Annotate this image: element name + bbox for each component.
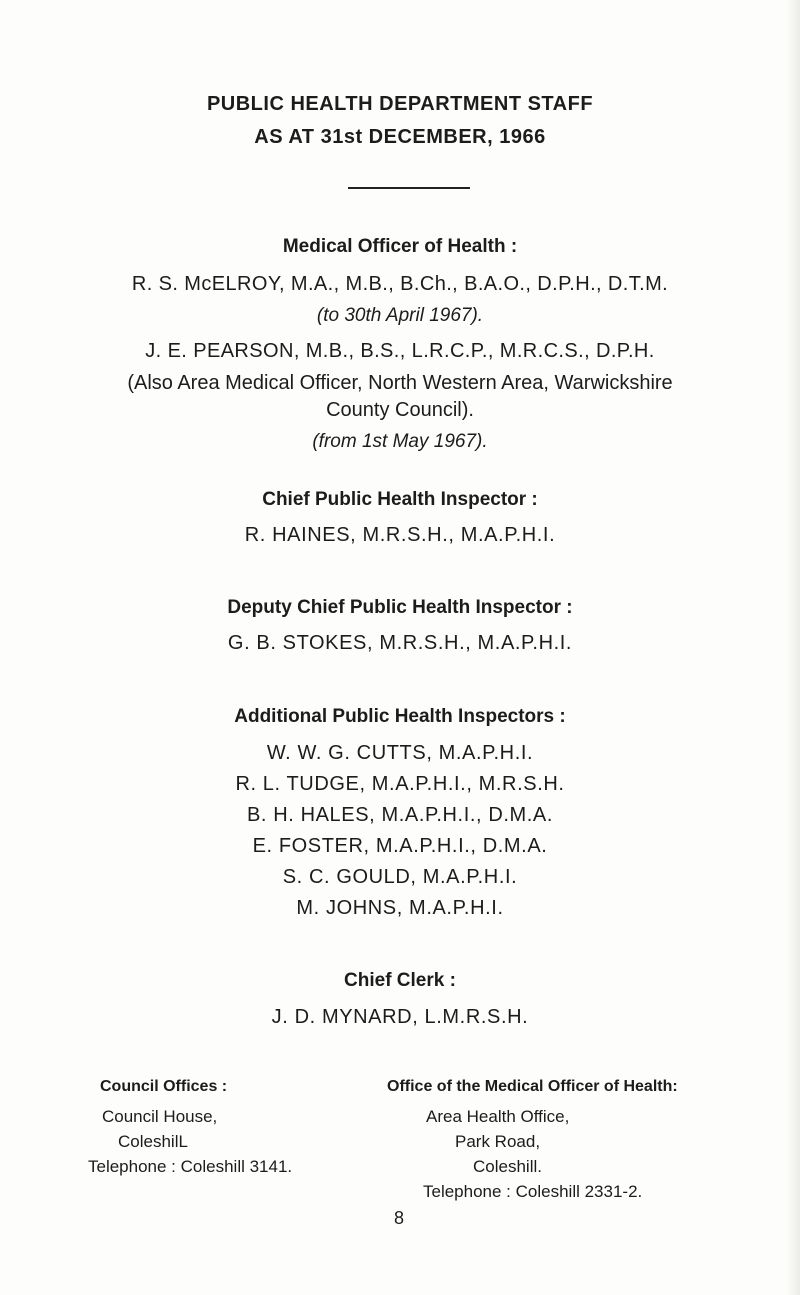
additional-inspector: M. JOHNS, M.A.P.H.I. [296, 897, 504, 919]
additional-inspector: R. L. TUDGE, M.A.P.H.I., M.R.S.H. [235, 773, 565, 795]
medical-office-line: Park Road, [455, 1132, 541, 1151]
medical-office-line: Area Health Office, [426, 1107, 570, 1126]
council-offices-line: ColeshilL [118, 1132, 188, 1151]
chief-clerk-heading: Chief Clerk : [344, 970, 456, 991]
additional-inspector: B. H. HALES, M.A.P.H.I., D.M.A. [246, 804, 554, 826]
deputy-inspector-heading: Deputy Chief Public Health Inspector : [227, 597, 573, 618]
medical-officer-2-date: (from 1st May 1967). [312, 431, 488, 452]
medical-officer-2-note-2: County Council). [326, 399, 474, 421]
deputy-inspector-name: G. B. STOKES, M.R.S.H., M.A.P.H.I. [227, 632, 573, 654]
medical-officer-2-note-1: (Also Area Medical Officer, North Western Area, Warwickshire [127, 372, 673, 394]
medical-officer-2: J. E. PEARSON, M.B., B.S., L.R.C.P., M.R.C.S., D.P.H. [145, 340, 655, 362]
medical-officer-1-note: (to 30th April 1967). [316, 305, 484, 326]
additional-inspector: E. FOSTER, M.A.P.H.I., D.M.A. [252, 835, 548, 857]
medical-office-line: Coleshill. [473, 1157, 542, 1176]
council-offices-heading: Council Offices : [100, 1078, 228, 1095]
divider-rule [348, 187, 470, 189]
additional-inspector: S. C. GOULD, M.A.P.H.I. [282, 866, 518, 888]
council-offices-line: Council House, [102, 1107, 218, 1126]
title-line-1: PUBLIC HEALTH DEPARTMENT STAFF [206, 93, 594, 115]
chief-inspector-name: R. HAINES, M.R.S.H., M.A.P.H.I. [244, 524, 556, 546]
page-number: 8 [394, 1208, 405, 1228]
title-line-2: AS AT 31st DECEMBER, 1966 [254, 126, 546, 148]
chief-inspector-heading: Chief Public Health Inspector : [262, 489, 538, 510]
additional-inspector: W. W. G. CUTTS, M.A.P.H.I. [266, 742, 534, 764]
additional-inspectors-heading: Additional Public Health Inspectors : [234, 706, 566, 727]
chief-clerk-name: J. D. MYNARD, L.M.R.S.H. [271, 1006, 529, 1028]
council-offices-line: Telephone : Coleshill 3141. [88, 1157, 293, 1176]
medical-office-line: Telephone : Coleshill 2331-2. [423, 1182, 643, 1201]
medical-office-heading: Office of the Medical Officer of Health: [387, 1078, 678, 1095]
medical-officer-heading: Medical Officer of Health : [282, 236, 518, 257]
medical-officer-1: R. S. McELROY, M.A., M.B., B.Ch., B.A.O., D.P.H., D.T.M. [131, 273, 669, 295]
